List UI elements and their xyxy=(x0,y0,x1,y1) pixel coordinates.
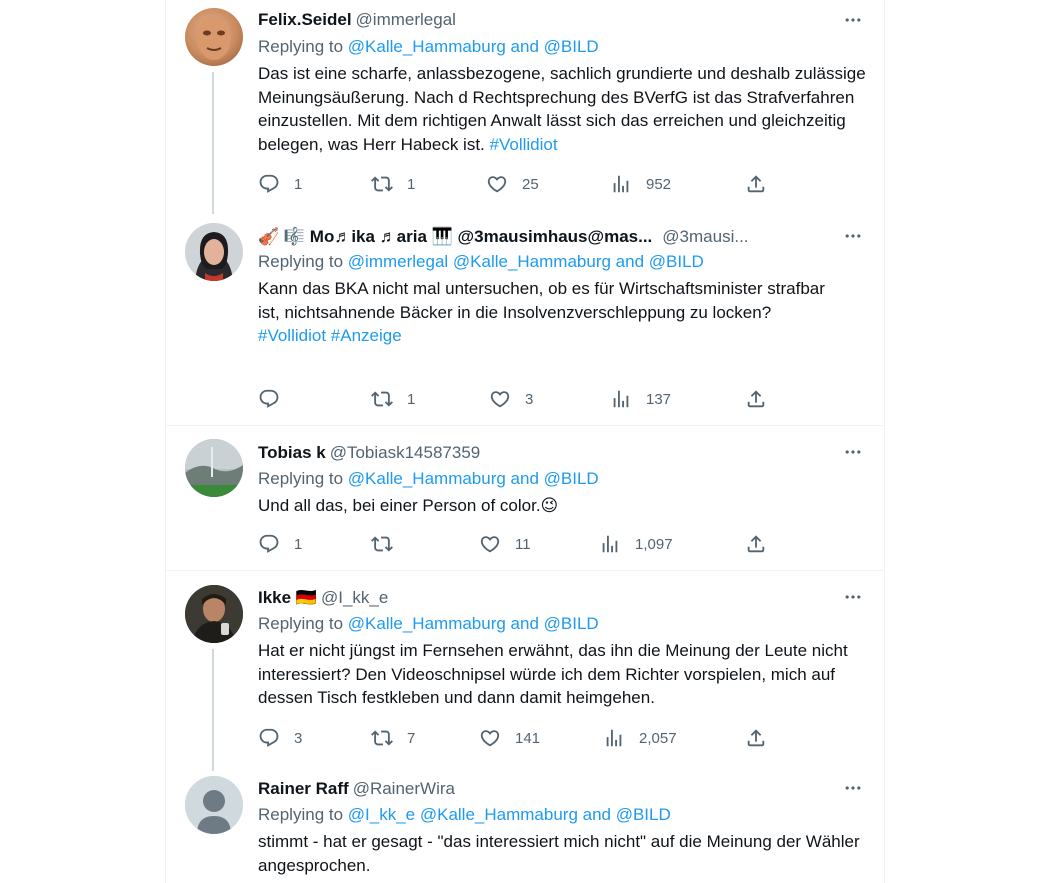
retweet-count: 1 xyxy=(407,390,416,408)
reply-button[interactable] xyxy=(258,387,294,411)
replying-to xyxy=(258,613,599,635)
more-icon xyxy=(843,587,863,607)
more-icon xyxy=(843,442,863,462)
like-icon xyxy=(479,533,501,555)
avatar[interactable] xyxy=(185,439,243,497)
replying-prefix: Replying to xyxy=(258,252,348,271)
retweet-button[interactable] xyxy=(371,172,415,196)
reply-count: 1 xyxy=(294,535,303,553)
reply-count: 1 xyxy=(294,175,303,193)
user-handle[interactable]: @3mausi... xyxy=(662,227,749,246)
replying-prefix: Replying to xyxy=(258,614,348,633)
like-icon xyxy=(479,727,501,749)
replying-prefix: Replying to xyxy=(258,805,348,824)
tweet-text xyxy=(258,62,868,156)
retweet-button[interactable] xyxy=(371,726,415,750)
replying-to xyxy=(258,468,599,490)
share-button[interactable] xyxy=(745,726,767,750)
tweet-header xyxy=(258,588,388,608)
reply-icon xyxy=(258,173,280,195)
replying-targets-link[interactable]: @immerlegal @Kalle_Hammaburg and @BILD xyxy=(347,252,704,271)
tweet[interactable] xyxy=(166,771,884,883)
more-icon xyxy=(843,778,863,798)
tweet-header xyxy=(258,779,455,799)
action-bar xyxy=(258,387,778,411)
share-icon xyxy=(745,388,767,410)
views-count: 137 xyxy=(646,390,672,408)
thread-line xyxy=(212,649,214,771)
reply-icon xyxy=(258,727,280,749)
views-icon xyxy=(599,533,621,555)
like-button[interactable] xyxy=(479,532,531,556)
views-icon xyxy=(610,388,632,410)
tweet-body: Kann das BKA nicht mal untersuchen, ob es für Wirtschaftsminister strafbar ist, nichtsahnende Bäcker in die Insolvenzverschleppung zu locken? xyxy=(258,279,825,322)
like-count: 11 xyxy=(515,535,531,553)
like-button[interactable] xyxy=(489,387,533,411)
tweet-body: stimmt - hat er gesagt - "das interessiert mich nicht" auf die Meinung der Wähler angesprochen. xyxy=(258,832,860,875)
user-handle[interactable]: @Tobiask14587359 xyxy=(329,443,481,462)
views-button[interactable] xyxy=(610,387,671,411)
views-count: 2,057 xyxy=(639,729,677,747)
action-bar xyxy=(258,532,778,556)
tweet[interactable] xyxy=(166,0,884,214)
retweet-icon xyxy=(371,533,393,555)
tweet-text xyxy=(258,277,838,348)
reply-icon xyxy=(258,533,280,555)
replying-targets-link[interactable]: @Kalle_Hammaburg and @BILD xyxy=(347,469,599,488)
more-button[interactable] xyxy=(838,587,868,607)
timeline-column xyxy=(165,0,885,883)
tweet-text xyxy=(258,494,868,518)
tweet[interactable] xyxy=(166,214,884,425)
like-icon xyxy=(489,388,511,410)
like-count: 3 xyxy=(525,390,534,408)
reply-count: 3 xyxy=(294,729,303,747)
views-count: 952 xyxy=(646,175,672,193)
reply-button[interactable] xyxy=(258,726,302,750)
display-name[interactable]: 🎻 🎼 Mo♬ika ♬aria 🎹 @3mausimhaus@mas... xyxy=(258,227,653,246)
like-count: 25 xyxy=(522,175,539,193)
views-icon xyxy=(610,173,632,195)
retweet-icon xyxy=(371,173,393,195)
more-button[interactable] xyxy=(838,442,868,462)
reply-button[interactable] xyxy=(258,172,302,196)
tweet-header xyxy=(258,443,480,463)
replying-targets-link[interactable]: @Kalle_Hammaburg and @BILD xyxy=(347,37,599,56)
tweet-text xyxy=(258,639,868,710)
tweet-body: Und all das, bei einer Person of color.😉 xyxy=(258,496,559,515)
replying-targets-link[interactable]: @I_kk_e @Kalle_Hammaburg and @BILD xyxy=(347,805,671,824)
display-name[interactable]: Tobias k xyxy=(258,443,326,462)
retweet-icon xyxy=(371,727,393,749)
reply-button[interactable] xyxy=(258,532,302,556)
tweet[interactable] xyxy=(166,571,884,771)
more-button[interactable] xyxy=(838,226,868,246)
retweet-button[interactable] xyxy=(371,387,415,411)
avatar[interactable] xyxy=(185,776,243,834)
replying-to xyxy=(258,251,704,273)
reply-icon xyxy=(258,388,280,410)
more-button[interactable] xyxy=(838,10,868,30)
views-button[interactable] xyxy=(599,532,673,556)
user-handle[interactable]: @I_kk_e xyxy=(320,588,389,607)
retweet-count: 7 xyxy=(407,729,416,747)
like-icon xyxy=(486,173,508,195)
tweet-header xyxy=(258,227,749,247)
thread-line xyxy=(212,72,214,214)
tweet-header xyxy=(258,10,456,30)
share-icon xyxy=(745,533,767,555)
retweet-icon xyxy=(371,388,393,410)
share-icon xyxy=(745,173,767,195)
share-button[interactable] xyxy=(745,532,767,556)
replying-prefix: Replying to xyxy=(258,469,348,488)
user-handle[interactable]: @RainerWira xyxy=(352,779,455,798)
views-button[interactable] xyxy=(610,172,671,196)
display-name[interactable]: Felix.Seidel xyxy=(258,10,352,29)
avatar-landscape-image xyxy=(185,439,243,497)
action-bar xyxy=(258,726,778,750)
replying-to xyxy=(258,36,599,58)
share-button[interactable] xyxy=(745,387,767,411)
like-button[interactable] xyxy=(486,172,539,196)
views-count: 1,097 xyxy=(635,535,673,553)
tweet-body: Das ist eine scharfe, anlassbezogene, sachlich grundierte und deshalb zulässige Meinungsäußerung. Nach d Rechtsprechung des BVerfG ist das Strafverfahren einzustellen. Mit dem richtigen Anwalt lässt sich das erreichen und gleichzeitig belegen, was Herr Habeck ist. xyxy=(258,64,866,154)
more-button[interactable] xyxy=(838,778,868,798)
like-button[interactable] xyxy=(479,726,540,750)
avatar[interactable] xyxy=(185,223,243,281)
avatar-portrait-image xyxy=(185,223,243,281)
replying-prefix: Replying to xyxy=(258,37,348,56)
display-name[interactable]: Ikke 🇩🇪 xyxy=(258,588,317,607)
retweet-count: 1 xyxy=(407,175,416,193)
hashtag-link[interactable]: #Vollidiot xyxy=(489,134,558,154)
avatar[interactable] xyxy=(185,585,243,643)
more-icon xyxy=(843,226,863,246)
user-handle[interactable]: @immerlegal xyxy=(355,10,456,29)
replying-targets-link[interactable]: @Kalle_Hammaburg and @BILD xyxy=(347,614,599,633)
avatar-portrait-image xyxy=(185,585,243,643)
share-button[interactable] xyxy=(745,172,767,196)
action-bar xyxy=(258,172,778,196)
display-name[interactable]: Rainer Raff xyxy=(258,779,349,798)
default-avatar-icon xyxy=(185,776,243,834)
hashtag-link[interactable]: #Vollidiot #Anzeige xyxy=(258,326,402,345)
like-count: 141 xyxy=(515,729,541,747)
share-icon xyxy=(745,727,767,749)
views-icon xyxy=(603,727,625,749)
avatar[interactable] xyxy=(185,8,243,66)
views-button[interactable] xyxy=(603,726,677,750)
avatar-mask-image xyxy=(185,8,243,66)
more-icon xyxy=(843,10,863,30)
tweet-text xyxy=(258,830,868,877)
replying-to xyxy=(258,804,671,826)
tweet[interactable] xyxy=(166,426,884,570)
tweet-body: Hat er nicht jüngst im Fernsehen erwähnt, das ihn die Meinung der Leute nicht interessiert? Den Videoschnipsel würde ich dem Richter vorspielen, mich auf dessen Tisch festkleben und dann damit heimgehen. xyxy=(258,641,848,707)
retweet-button[interactable] xyxy=(371,532,407,556)
